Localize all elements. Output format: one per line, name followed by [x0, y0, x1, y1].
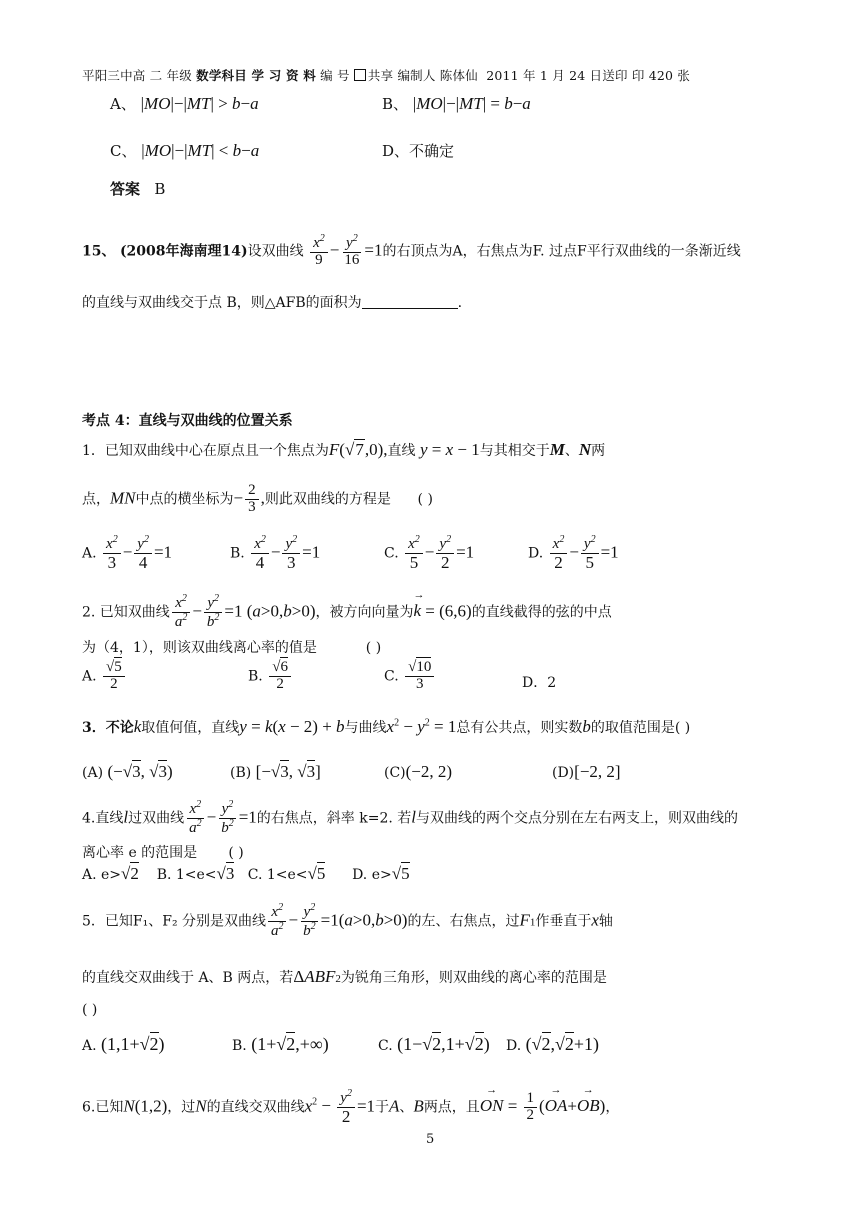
p3-option-b: (B) [−√3, √3] [230, 762, 321, 781]
p3-option-c: (C)(−2, 2) [384, 762, 453, 781]
p4-line1: 4.直线l过双曲线 $\frac{x^2}{a^2}$ − $\frac{y^2}{b^2}$ =1的右焦点，斜率 k=2. 若l与双曲线的两个交点分别在左右两支上，则双曲线的 [82, 799, 738, 836]
header-number-label: 编 号 [320, 68, 350, 83]
section-title: 考点 4：直线与双曲线的位置关系 [82, 413, 293, 429]
p6-line1: 6.已知N(1,2)，过N的直线交双曲线$x^2$ − $\frac{y^2}{2}$ =1于A、B两点，且→ ON = $\frac{1}{2}$ (→ OA+→ OB)， [82, 1089, 619, 1126]
p1-line2: 点，MN中点的横坐标为− $\frac{2}{3}$ ,则此双曲线的方程是 ( ) [82, 482, 433, 515]
p5-line2: 的直线交双曲线于 A、B 两点，若ΔABF2为锐角三角形，则双曲线的离心率的范围是 [82, 967, 607, 986]
p5-option-c: C. (1−√2,1+√2) [378, 1034, 490, 1054]
p1-option-b: B. $\frac{x^2}{4}$ − $\frac{y^2}{3}$ =1 [230, 534, 321, 572]
p2-line1: 2. 已知双曲线 $\frac{x^2}{a^2}$ − $\frac{y^2}{b^2}$ =1 (a>0,b>0)，被方向向量为→ k = (6,6)的直线截得的弦的中点 [82, 594, 612, 631]
q15-line2: 的直线与双曲线交于点 B，则△AFB的面积为 . [82, 295, 463, 311]
q14-option-d: D、不确定 [382, 142, 455, 160]
p5-option-b: B. (1+√2,+∞) [232, 1034, 329, 1054]
p3-option-d: (D)[−2, 2] [552, 762, 621, 781]
page-number: 5 [426, 1132, 435, 1147]
header-share: 共享 编制人 陈体仙 [367, 68, 478, 83]
p5-option-d: D. (√2,√2+1) [506, 1034, 600, 1054]
header-date: 2011 年 1 月 24 日送印 印 420 张 [486, 68, 691, 83]
p1-line1: 1．已知双曲线中心在原点且一个焦点为F(√7,0),直线 y = x − 1与其相交于M、N两 [82, 440, 606, 459]
p2-option-d: D．2 [522, 675, 557, 691]
header-subject: 数学科目 学 习 资 料 [196, 68, 316, 83]
q14-option-b: B、 |MO|−|MT| = b−a [382, 94, 531, 113]
q14-option-c: C、 |MO|−|MT| < b−a [110, 141, 260, 160]
q15-line1: 15、 (2008年海南理14)设双曲线 $\frac{x^2}{9}$ − $\frac{y^2}{16}$ =1的右顶点为A，右焦点为F. 过点F平行双曲线的一条渐近线 [82, 233, 741, 268]
p4-options: A. e>√2 B. 1<e<√3 C. 1<e<√5 D. e>√5 [82, 864, 410, 883]
p2-option-c: C. $\frac{√10}{3}$ [384, 660, 436, 693]
answer-blank[interactable] [362, 294, 458, 309]
p5-option-a: A. (1,1+√2) [82, 1034, 165, 1054]
p2-option-a: A. $\frac{√5}{2}$ [82, 660, 127, 693]
p3-option-a: (A) (−√3, √3) [82, 762, 173, 781]
p4-line2: 离心率 e 的范围是 ( ) [82, 845, 244, 861]
p5-paren: ( ) [82, 1002, 98, 1018]
p2-option-b: B. $\frac{√6}{2}$ [248, 660, 293, 693]
p2-line2: 为（4，1），则该双曲线离心率的值是 ( ) [82, 640, 382, 656]
p1-option-d: D. $\frac{x^2}{2}$ − $\frac{y^2}{5}$ =1 [528, 534, 619, 572]
page-header [82, 66, 690, 84]
p3-line1: 3．不论k取值何值，直线y = k(x − 2) + b与曲线$x^2 - y^2 = 1$总有公共点，则实数b的取值范围是( ) [82, 717, 691, 736]
q14-option-a: A、 |MO|−|MT| > b−a [110, 94, 259, 113]
p1-option-a: A. $\frac{x^2}{3}$ − $\frac{y^2}{4}$ =1 [82, 534, 173, 572]
checkbox-icon [354, 69, 366, 81]
header-school: 平阳三中高 二 年级 [82, 68, 192, 83]
p1-option-c: C. $\frac{x^2}{5}$ − $\frac{y^2}{2}$ =1 [384, 534, 475, 572]
q14-answer: 答案 B [110, 180, 166, 198]
p5-line1: 5．已知F₁、F₂ 分别是双曲线 $\frac{x^2}{a^2}$ − $\frac{y^2}{b^2}$ =1(a>0,b>0)的左、右焦点，过F1作垂直于x轴 [82, 902, 613, 939]
